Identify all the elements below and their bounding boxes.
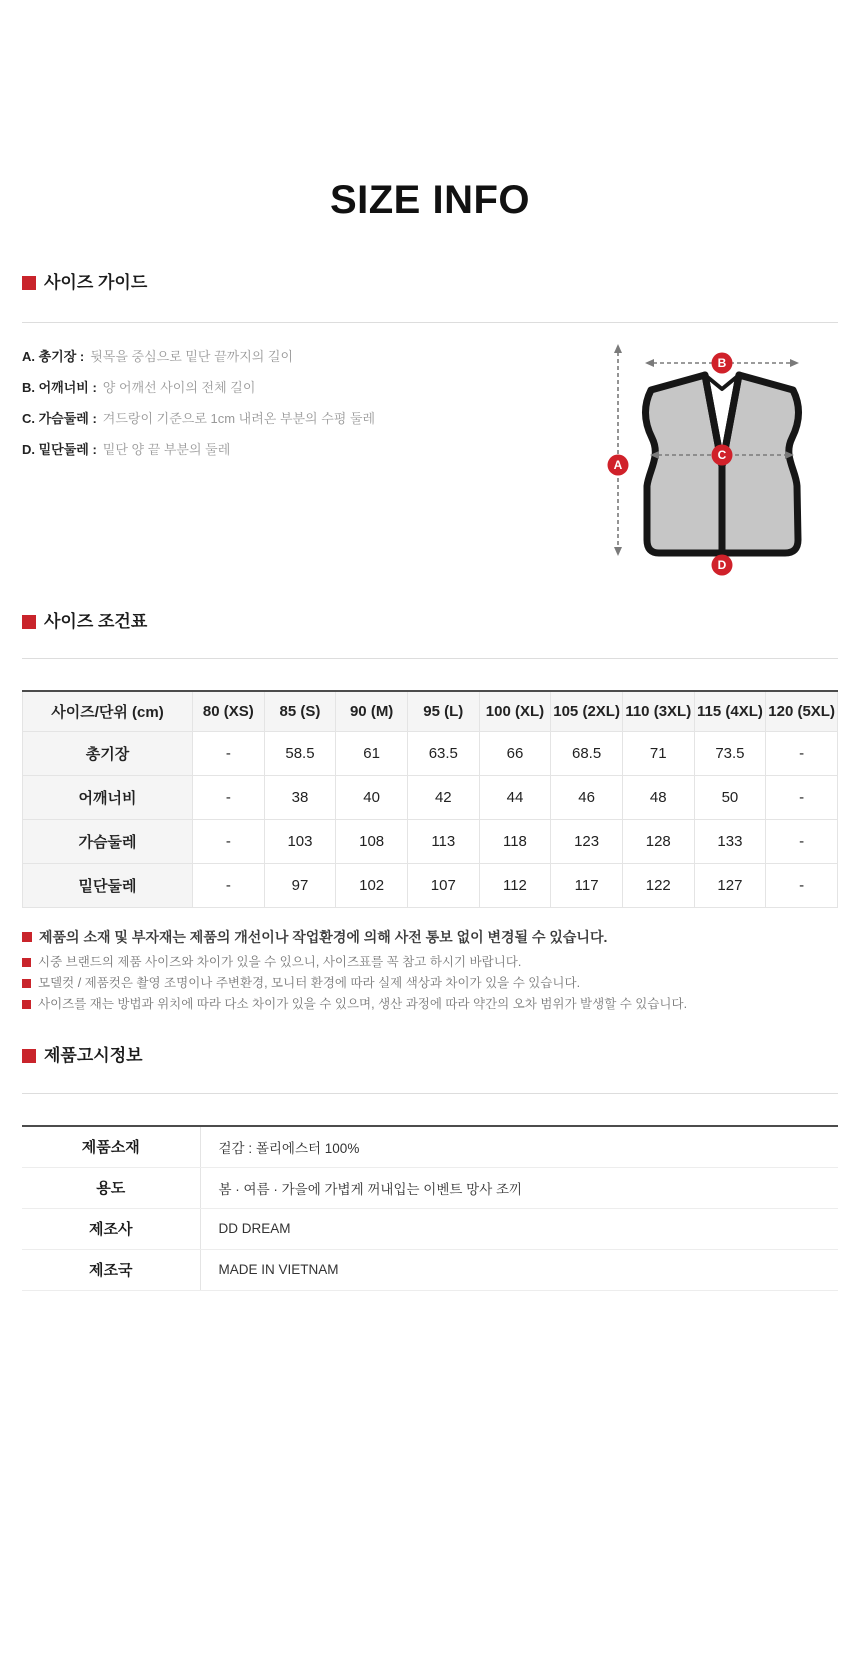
- table-row: [23, 775, 838, 819]
- measure-desc: 밑단 양 끝 부분의 둘레: [102, 442, 231, 457]
- row-label: 제조국: [22, 1249, 200, 1290]
- measure-guide-item: [22, 402, 542, 433]
- badge-b: [712, 353, 733, 374]
- cell-value: 66: [479, 731, 551, 775]
- section-heading-label: 사이즈 가이드: [44, 273, 148, 292]
- table-row: [22, 1249, 838, 1290]
- measure-label: B. 어깨너비 :: [22, 380, 97, 395]
- row-label: 총기장: [23, 731, 193, 775]
- section-heading-label: 제품고시정보: [44, 1046, 143, 1065]
- column-header: 115 (4XL): [694, 691, 766, 731]
- notice-item: [22, 996, 838, 1013]
- cell-value: 48: [622, 775, 694, 819]
- cell-value: -: [766, 819, 838, 863]
- row-label: 어깨너비: [23, 775, 193, 819]
- section-heading-size-guide: [22, 273, 147, 293]
- cell-value: 102: [336, 863, 408, 907]
- product-info-table: [22, 1125, 838, 1291]
- column-header: 90 (M): [336, 691, 408, 731]
- page-title: SIZE INFO: [329, 178, 531, 222]
- measure-desc: 겨드랑이 기준으로 1cm 내려온 부분의 수평 둘레: [102, 411, 376, 426]
- red-square-bullet-icon: [22, 979, 31, 988]
- cell-value: 42: [407, 775, 479, 819]
- cell-value: 71: [622, 731, 694, 775]
- measure-guide-item: [22, 433, 542, 464]
- notice-text: 제품의 소재 및 부자재는 제품의 개선이나 작업환경에 의해 사전 통보 없이 변경될 수 있습니다.: [39, 929, 608, 945]
- svg-text:C: C: [717, 448, 727, 462]
- cell-value: -: [766, 863, 838, 907]
- cell-value: 127: [694, 863, 766, 907]
- red-square-bullet-icon: [22, 1049, 36, 1063]
- measure-label: C. 가슴둘레 :: [22, 411, 97, 426]
- table-row: [23, 819, 838, 863]
- cell-value: 122: [622, 863, 694, 907]
- notice-text: 모델컷 / 제품컷은 촬영 조명이나 주변환경, 모니터 환경에 따라 실제 색상과 차이가 있을 수 있습니다.: [38, 976, 581, 990]
- column-header: 105 (2XL): [551, 691, 623, 731]
- column-header: 95 (L): [407, 691, 479, 731]
- table-row: [23, 863, 838, 907]
- cell-value: 50: [694, 775, 766, 819]
- red-square-bullet-icon: [22, 615, 36, 629]
- cell-value: -: [766, 731, 838, 775]
- measure-label: D. 밑단둘레 :: [22, 442, 97, 457]
- red-square-bullet-icon: [22, 958, 31, 967]
- cell-value: DD DREAM: [200, 1208, 838, 1249]
- measure-guide-item: [22, 340, 542, 371]
- table-row: [22, 1126, 838, 1167]
- column-header: 사이즈/단위 (cm): [23, 691, 193, 731]
- column-header: 120 (5XL): [766, 691, 838, 731]
- row-label: 용도: [22, 1167, 200, 1208]
- cell-value: 46: [551, 775, 623, 819]
- cell-value: 68.5: [551, 731, 623, 775]
- divider: [22, 658, 838, 659]
- size-table-header-row: [23, 691, 838, 731]
- section-heading-product-info: [22, 1046, 143, 1066]
- divider: [22, 1093, 838, 1094]
- cell-value: MADE IN VIETNAM: [200, 1249, 838, 1290]
- column-header: 80 (XS): [193, 691, 265, 731]
- badge-a: [608, 455, 629, 476]
- cell-value: 58.5: [264, 731, 336, 775]
- cell-value: -: [193, 863, 265, 907]
- cell-value: 108: [336, 819, 408, 863]
- cell-value: 97: [264, 863, 336, 907]
- cell-value: -: [193, 775, 265, 819]
- svg-text:A: A: [613, 458, 623, 472]
- notice-text: 사이즈를 재는 방법과 위치에 따라 다소 차이가 있을 수 있으며, 생산 과정에 따라 약간의 오차 범위가 발생할 수 있습니다.: [38, 997, 688, 1011]
- measure-guide-item: [22, 371, 542, 402]
- badge-c: [712, 445, 733, 466]
- table-row: [22, 1167, 838, 1208]
- section-heading-size-table: [22, 612, 147, 632]
- svg-text:D: D: [717, 558, 727, 572]
- cell-value: 103: [264, 819, 336, 863]
- table-row: [23, 731, 838, 775]
- row-label: 가슴둘레: [23, 819, 193, 863]
- cell-value: 겉감 : 폴리에스터 100%: [200, 1126, 838, 1167]
- column-header: 110 (3XL): [622, 691, 694, 731]
- badge-d: [712, 555, 733, 576]
- column-header: 100 (XL): [479, 691, 551, 731]
- cell-value: 61: [336, 731, 408, 775]
- cell-value: 40: [336, 775, 408, 819]
- row-label: 제조사: [22, 1208, 200, 1249]
- cell-value: 113: [407, 819, 479, 863]
- measure-label: A. 총기장 :: [22, 349, 85, 364]
- cell-value: 107: [407, 863, 479, 907]
- table-row: [22, 1208, 838, 1249]
- notice-list: [22, 927, 838, 1017]
- red-square-bullet-icon: [22, 276, 36, 290]
- cell-value: 44: [479, 775, 551, 819]
- row-label: 밑단둘레: [23, 863, 193, 907]
- vest-diagram-icon: [603, 336, 813, 584]
- divider: [22, 322, 838, 323]
- cell-value: 73.5: [694, 731, 766, 775]
- cell-value: -: [193, 819, 265, 863]
- notice-text: 시중 브랜드의 제품 사이즈와 차이가 있을 수 있으니, 사이즈표를 꼭 참고 하시기 바랍니다.: [38, 955, 522, 969]
- svg-text:B: B: [717, 356, 727, 370]
- red-square-bullet-icon: [22, 932, 32, 942]
- size-spec-table: [22, 690, 838, 908]
- column-header: 85 (S): [264, 691, 336, 731]
- red-square-bullet-icon: [22, 1000, 31, 1009]
- cell-value: 123: [551, 819, 623, 863]
- cell-value: 117: [551, 863, 623, 907]
- cell-value: -: [766, 775, 838, 819]
- cell-value: 128: [622, 819, 694, 863]
- notice-primary: [22, 927, 838, 947]
- measure-guide-list: [22, 340, 542, 464]
- cell-value: 112: [479, 863, 551, 907]
- cell-value: 63.5: [407, 731, 479, 775]
- measure-desc: 양 어깨선 사이의 전체 길이: [102, 380, 256, 395]
- cell-value: 133: [694, 819, 766, 863]
- measure-desc: 뒷목을 중심으로 밑단 끝까지의 길이: [90, 349, 294, 364]
- cell-value: 봄 · 여름 · 가을에 가볍게 꺼내입는 이벤트 망사 조끼: [200, 1167, 838, 1208]
- cell-value: 38: [264, 775, 336, 819]
- cell-value: -: [193, 731, 265, 775]
- section-heading-label: 사이즈 조건표: [44, 612, 148, 631]
- cell-value: 118: [479, 819, 551, 863]
- notice-item: [22, 954, 838, 971]
- row-label: 제품소재: [22, 1126, 200, 1167]
- vest-measure-diagram: [603, 336, 813, 584]
- notice-item: [22, 975, 838, 992]
